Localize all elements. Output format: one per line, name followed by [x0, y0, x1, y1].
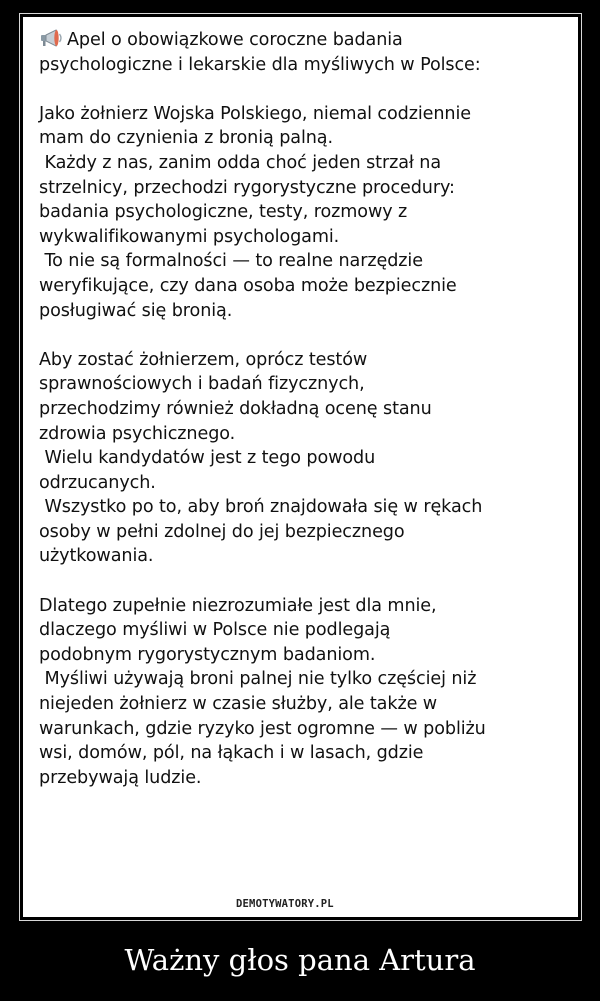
post-line: strzelnicy, przechodzi rygorystyczne procedury:: [39, 177, 455, 198]
post-screenshot: [23, 17, 578, 917]
post-line: To nie są formalności — to realne narzędzie: [39, 251, 423, 272]
post-line: Jako żołnierz Wojska Polskiego, niemal codziennie: [39, 103, 471, 124]
post-line: Każdy z nas, zanim odda choć jeden strzał na: [39, 152, 442, 173]
post-line-title-1: [39, 28, 571, 53]
post-line: Myśliwi używają broni palnej nie tylko częściej niż: [39, 669, 477, 690]
post-line: Wielu kandydatów jest z tego powodu: [39, 448, 376, 469]
post-line: zdrowia psychicznego.: [39, 423, 236, 444]
post-line-blank: [39, 323, 571, 348]
post-line: wsi, domów, pól, na łąkach i w lasach, gdzie: [39, 743, 424, 764]
post-line: wykwalifikowanymi psychologami.: [39, 226, 340, 247]
post-line: użytkowania.: [39, 546, 154, 567]
post-line: weryfikujące, czy dana osoba może bezpiecznie: [39, 275, 457, 296]
post-line: posługiwać się bronią.: [39, 300, 233, 321]
megaphone-icon: [39, 28, 64, 48]
post-line: Dlatego zupełnie niezrozumiałe jest dla mnie,: [39, 595, 437, 616]
site-watermark: DEMOTYWATORY.PL: [230, 896, 340, 913]
post-line: osoby w pełni zdolnej do jej bezpiecznego: [39, 521, 405, 542]
post-line: Wszystko po to, aby broń znajdowała się w rękach: [39, 497, 483, 518]
post-line: dlaczego myśliwi w Polsce nie podlegają: [39, 620, 391, 641]
post-line: badania psychologiczne, testy, rozmowy z: [39, 202, 408, 223]
post-line: odrzucanych.: [39, 472, 156, 493]
post-line: podobnym rygorystycznym badaniom.: [39, 644, 376, 665]
post-line: mam do czynienia z bronią palną.: [39, 128, 333, 149]
post-line-blank: [39, 77, 571, 102]
meme-caption: Ważny głos pana Artura: [124, 943, 476, 977]
post-line: Aby zostać żołnierzem, oprócz testów: [39, 349, 368, 370]
post-line: przebywają ludzie.: [39, 767, 202, 788]
post-line-text: Apel o obowiązkowe coroczne badania: [67, 30, 403, 50]
post-line: sprawnościowych i badań fizycznych,: [39, 374, 365, 395]
post-line-blank: [39, 569, 571, 594]
post-body: [39, 28, 571, 790]
post-line: psychologiczne i lekarskie dla myśliwych w Polsce:: [39, 54, 481, 75]
post-line: warunkach, gdzie ryzyko jest ogromne — w pobliżu: [39, 718, 486, 739]
post-line: przechodzimy również dokładną ocenę stanu: [39, 398, 432, 419]
post-line: niejeden żołnierz w czasie służby, ale także w: [39, 694, 438, 715]
